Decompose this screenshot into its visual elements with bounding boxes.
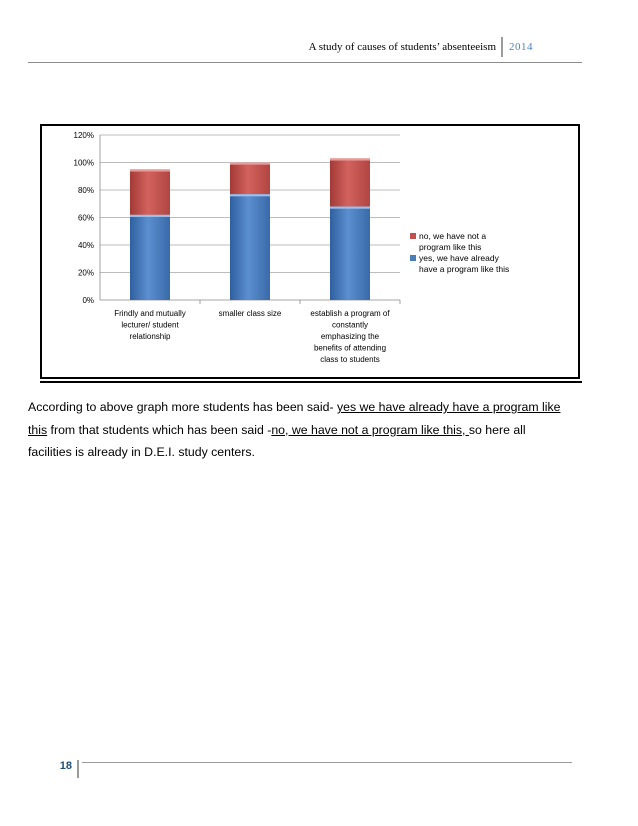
y-tick-label: 100% <box>73 158 94 168</box>
bar-segment-yes-cap <box>330 207 370 209</box>
paragraph-underlined-yes: yes we have already have a program like this <box>28 400 561 437</box>
legend-swatch-no <box>410 233 416 239</box>
bar-segment-yes <box>330 207 370 301</box>
x-category-label: establish a program of <box>310 309 390 318</box>
page-number: 18 <box>59 760 72 772</box>
legend-item-yes <box>410 253 535 275</box>
legend-swatch-yes <box>410 255 416 261</box>
bar-segment-yes-cap <box>130 215 170 217</box>
x-category-label: smaller class size <box>218 309 282 318</box>
legend-label-yes-line1: yes, we have already <box>419 253 499 263</box>
paragraph-middle: from that students which has been said - <box>47 422 272 437</box>
paragraph-end: so here all facilities is already in D.E.I. study centers. <box>28 422 526 459</box>
legend-label-no-line2: program like this <box>419 242 482 252</box>
x-category-label: constantly <box>331 320 369 330</box>
y-tick-label: 0% <box>82 296 94 305</box>
y-tick-label: 20% <box>77 268 94 278</box>
x-category-label: lecturer/ student <box>121 320 179 330</box>
bar-segment-no <box>130 169 170 214</box>
y-tick-label: 80% <box>77 186 94 195</box>
y-tick-label: 120% <box>73 131 94 140</box>
header-title: A study of causes of students’ absenteeism <box>308 41 496 53</box>
y-tick-label: 40% <box>77 241 94 250</box>
legend-label-yes-line2: have a program like this <box>419 264 510 274</box>
chart-legend <box>410 231 535 275</box>
bar-segment-no-cap <box>330 158 370 160</box>
bar-segment-yes <box>230 194 270 300</box>
body-paragraph <box>28 396 568 464</box>
bar-segment-no-cap <box>230 163 270 165</box>
bar-segment-yes-cap <box>230 194 270 196</box>
bar-segment-yes <box>130 215 170 300</box>
paragraph-start: According to above graph more students has been said- <box>28 400 337 414</box>
footer-divider <box>77 760 79 778</box>
bar-segment-no-cap <box>130 169 170 171</box>
x-category-label: Frindly and mutually <box>114 309 186 318</box>
x-category-label: relationship <box>129 332 171 341</box>
legend-label-no-line1: no, we have not a <box>419 231 487 241</box>
y-tick-label: 60% <box>77 213 94 223</box>
paragraph-underlined-no: no, we have not a program like this, <box>271 422 469 437</box>
x-category-label: emphasizing the <box>320 332 380 341</box>
footer-rule <box>82 762 572 763</box>
x-category-label: benefits of attending <box>313 343 387 353</box>
bar-segment-no <box>230 163 270 195</box>
legend-item-no <box>410 231 535 253</box>
bar-segment-no <box>330 158 370 206</box>
x-category-label: class to students <box>320 355 380 364</box>
header-year: 2014 <box>509 41 533 53</box>
